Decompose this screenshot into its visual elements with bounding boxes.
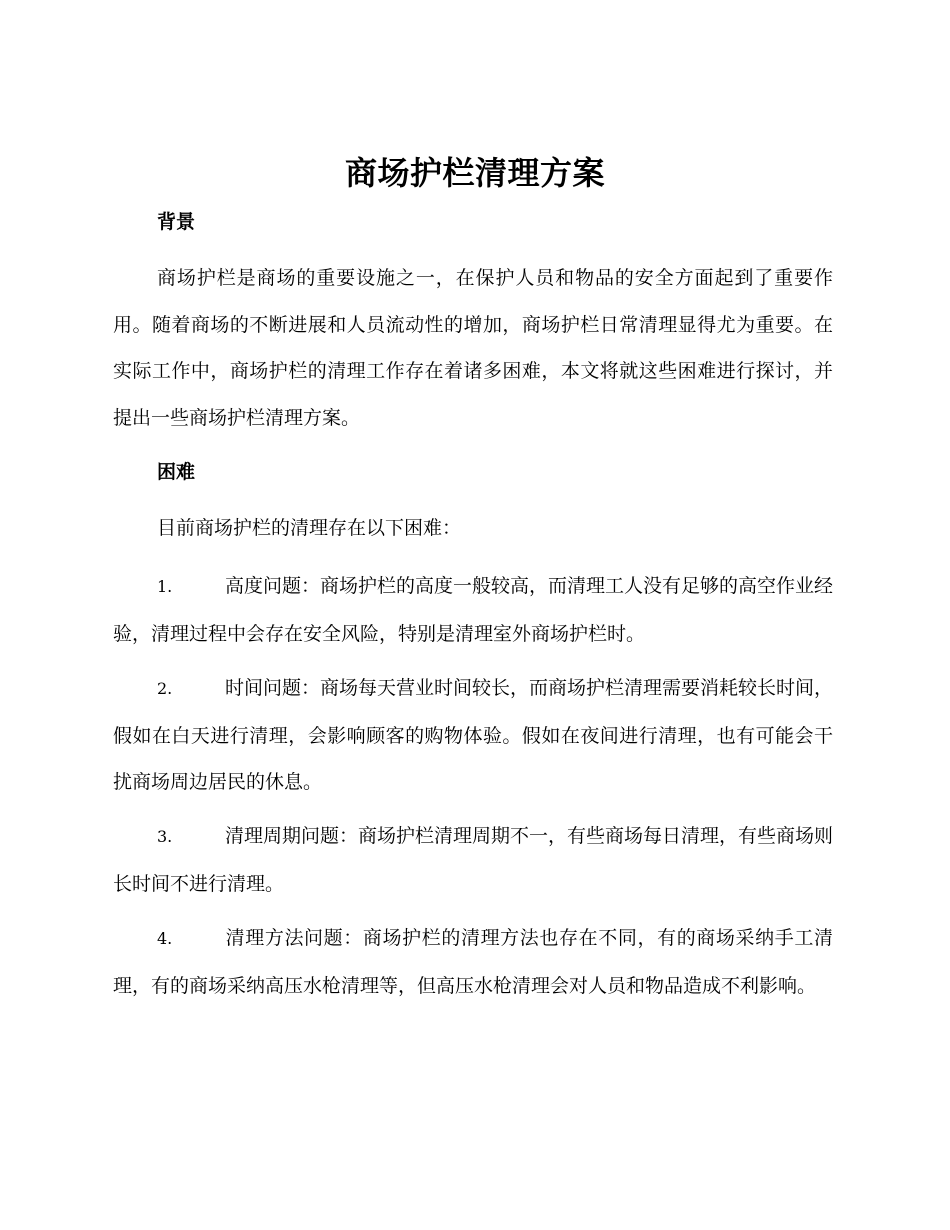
list-item-number: 3. (157, 827, 173, 846)
list-item-text: 高度问题：商场护栏的高度一般较高，而清理工人没有足够的高空作业经验，清理过程中会存在安全风险，特别是清理室外商场护栏时。 (113, 575, 834, 645)
list-item-number: 4. (157, 929, 173, 948)
document-title: 商场护栏清理方案 (344, 154, 605, 192)
list-item (113, 915, 833, 1009)
difficulties-intro: 目前商场护栏的清理存在以下困难： (157, 517, 462, 539)
section-heading-background: 背景 (157, 211, 196, 233)
list-item (113, 563, 833, 657)
list-item-number: 1. (157, 577, 173, 596)
list-item-text: 清理周期问题：商场护栏清理周期不一，有些商场每日清理，有些商场则长时间不进行清理。 (113, 825, 834, 895)
list-item (113, 813, 833, 907)
list-item-number: 2. (157, 679, 173, 698)
background-paragraph: 商场护栏是商场的重要设施之一，在保护人员和物品的安全方面起到了重要作用。随着商场的不断进展和人员流动性的增加，商场护栏日常清理显得尤为重要。在实际工作中，商场护栏的清理工作存在着诸多困难，本文将就这些困难进行探讨，并提出一些商场护栏清理方案。 (113, 267, 833, 429)
section-heading-difficulties: 困难 (157, 461, 196, 483)
list-item-text: 时间问题：商场每天营业时间较长，而商场护栏清理需要消耗较长时间，假如在白天进行清理，会影响顾客的购物体验。假如在夜间进行清理，也有可能会干扰商场周边居民的休息。 (113, 677, 834, 793)
list-item-text: 清理方法问题：商场护栏的清理方法也存在不同，有的商场采纳手工清理，有的商场采纳高压水枪清理等，但高压水枪清理会对人员和物品造成不利影响。 (113, 927, 833, 997)
list-item (113, 665, 833, 806)
